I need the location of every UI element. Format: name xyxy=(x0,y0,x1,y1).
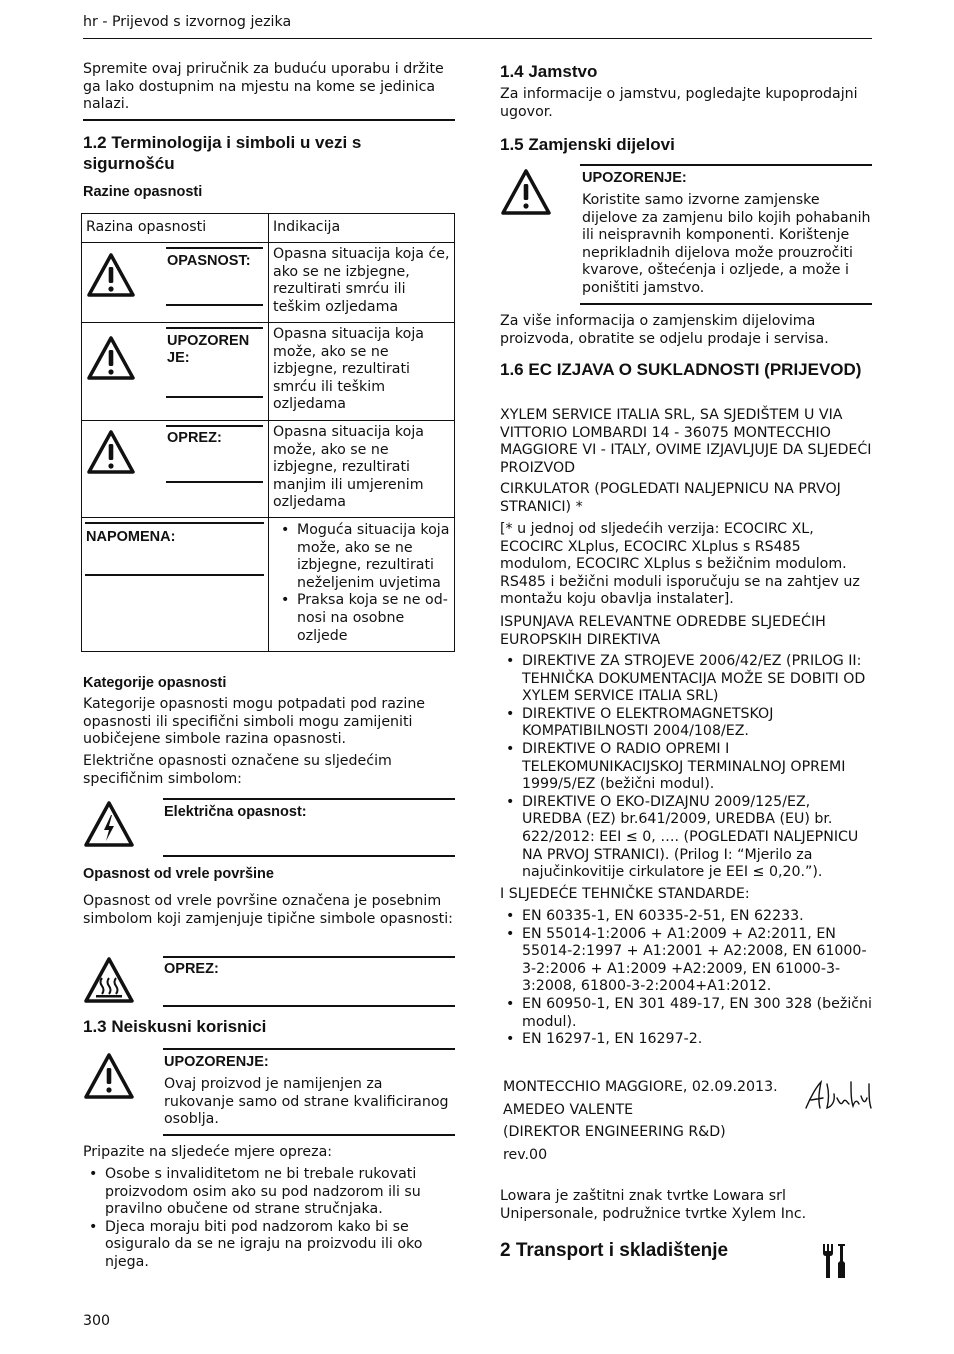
table-row xyxy=(82,243,455,323)
warranty-paragraph: Za informacije o jamstvu, pogledajte kupoprodajni ugovor. xyxy=(500,86,858,120)
warning-triangle-icon xyxy=(86,335,136,381)
list-item: • DIREKTIVE O RADIO OPREMI I TELEKOMUNIKACIJSKOJ TERMINALNOJ OPREMI 1999/5/EZ (bežični modul). xyxy=(522,741,872,794)
declaration-paragraph-3: [* u jednoj od sljedećih verzija: ECOCIRC XL, ECOCIRC XLplus, ECOCIRC XLplus s RS485 modulom, ECOCIRC XLplus s bežičnim modulom. RS485 i bežični moduli isporučuju se na zahtjev uz montažu koju obavlja instalater]. xyxy=(500,521,860,608)
section-1-4-title: 1.4 Jamstvo xyxy=(500,62,598,81)
section-rule xyxy=(83,119,455,121)
list-item: • EN 16297-1, EN 16297-2. xyxy=(522,1031,872,1049)
table-row xyxy=(82,421,455,518)
page-number: 300 xyxy=(83,1313,111,1329)
warning-triangle-icon xyxy=(83,1052,135,1100)
list-item: • DIREKTIVE O EKO-DIZAJNU 2009/125/EZ, UREDBA (EZ) br.641/2009, UREDBA (EU) br. 622/2012: EEI ≤ 0, …. (POGLEDATI NALJEPNICU NA PRVOJ STRANICI). (Prilog I: “Mjerilo za najučinkovitije cirkulatore je EEI ≤ 0,20.”). xyxy=(522,794,872,882)
signature-name: AMEDEO VALENTE xyxy=(503,1101,634,1118)
section-1-5-title: 1.5 Zamjenski dijelovi xyxy=(500,135,675,154)
hot-surface-icon xyxy=(83,956,135,1004)
table-header-level: Razina opasnosti xyxy=(82,214,269,243)
handwritten-signature xyxy=(803,1078,873,1112)
declaration-paragraph-2: CIRKULATOR (POGLEDATI NALJEPNICU NA PRVOJ STRANICI) * xyxy=(500,481,841,515)
table-header-indication: Indikacija xyxy=(269,214,455,243)
header-rule xyxy=(83,38,872,39)
spare-parts-paragraph: Za više informacija o zamjenskim dijelovima proizvoda, obratite se odjelu prodaje i servisa. xyxy=(500,313,829,347)
list-item: • DIREKTIVE O ELEKTROMAGNETSKOJ KOMPATIBILNOSTI 2004/108/EZ. xyxy=(522,706,872,741)
warning-triangle-icon xyxy=(500,168,552,216)
hazard-levels-table xyxy=(81,213,455,652)
standards-intro: I SLJEDEĆE TEHNIČKE STANDARDE: xyxy=(500,886,750,902)
signature-place-date: MONTECCHIO MAGGIORE, 02.09.2013. xyxy=(503,1079,778,1095)
signal-caution-hot: OPREZ: xyxy=(164,961,219,977)
indication-text: Opasna situacija koja će, ako se ne izbjegne, rezultirati smrću ili teškim ozljedama xyxy=(273,246,450,315)
warning-text: Koristite samo izvorne zamjenske dijelove za zamjenu bilo kojih pohabanih ili neispravnih komponenti. Korištenje neprikladnih dijelova može prouzročiti kvarove, oštećenja i ozljede, a može i poništiti jamstvo. xyxy=(582,192,871,296)
signal-word-warning: UPOZOREN JE: xyxy=(167,333,250,366)
declaration-paragraph-1: XYLEM SERVICE ITALIA SRL, SA SJEDIŠTEM U VIA VITTORIO LOMBARDI 14 - 36075 MONTECCHIO MAGGIORE VI - ITALY, OVIME IZJAVLJUJE DA SLJEDEĆI PROIZVOD xyxy=(500,407,872,476)
intro-paragraph: Spremite ovaj priručnik za buduću uporabu i držite ga lako dostupnim na mjestu na kome se jedinica nalazi. xyxy=(83,61,444,113)
electrical-paragraph: Električne opasnosti označene su sljedećim specifičnim simbolom: xyxy=(83,753,392,787)
table-row xyxy=(82,323,455,421)
revision: rev.00 xyxy=(503,1146,548,1163)
list-item: • EN 60335-1, EN 60335-2-51, EN 62233. xyxy=(522,908,872,926)
warning-text: Ovaj proizvod je namijenjen za rukovanje samo od strane kvalificiranog osoblja. xyxy=(164,1076,449,1128)
directives-list xyxy=(500,653,872,882)
signal-warning: UPOZORENJE: xyxy=(164,1054,269,1070)
signal-electrical: Električna opasnost: xyxy=(164,804,307,820)
signature-block xyxy=(503,1076,778,1166)
list-item: • DIREKTIVE ZA STROJEVE 2006/42/EZ (PRILOG II: TEHNIČKA DOKUMENTACIJA MOŽE SE DOBITI OD XYLEM SERVICE ITALIA SRL) xyxy=(522,653,872,706)
categories-paragraph: Kategorije opasnosti mogu potpadati pod razine opasnosti ili specifični simboli mogu zamijeniti uobičejene simbole razina opasnosti. xyxy=(83,696,426,748)
list-item: • EN 60950-1, EN 301 489-17, EN 300 328 (bežični modul). xyxy=(522,996,872,1031)
declaration-paragraph-4: ISPUNJAVA RELEVANTNE ODREDBE SLJEDEĆIH EUROPSKIH DIREKTIVA xyxy=(500,614,826,648)
hot-surface-paragraph: Opasnost od vrele površine označena je posebnim simbolom koji zamjenjuje tipične simbole opasnosti: xyxy=(83,893,453,927)
electrical-hazard-icon xyxy=(83,800,135,848)
list-item: • Djeca moraju biti pod nadzorom kako bi se osiguralo da se ne igraju na proizvodu ili oko njega. xyxy=(105,1219,455,1272)
section-1-3-title: 1.3 Neiskusni korisnici xyxy=(83,1017,267,1036)
hot-surface-subtitle: Opasnost od vrele površine xyxy=(83,866,274,882)
tools-icon xyxy=(819,1241,849,1281)
signal-warning: UPOZORENJE: xyxy=(582,170,687,186)
note-list xyxy=(283,522,450,645)
chapter-2-title: 2 Transport i skladištenje xyxy=(500,1240,729,1261)
signature-role: (DIREKTOR ENGINEERING R&D) xyxy=(503,1124,726,1140)
hazard-categories-subtitle: Kategorije opasnosti xyxy=(83,675,227,691)
list-item: • Praksa koja se ne od-nosi na osobne ozljede xyxy=(297,592,450,645)
list-item: • Osobe s invaliditetom ne bi trebale rukovati proizvodom osim ako su pod nadzorom ili su pravilno obučene od strane stručnjaka. xyxy=(105,1166,455,1219)
signal-word-caution: OPREZ: xyxy=(167,430,222,446)
running-header: hr - Prijevod s izvornog jezika xyxy=(83,14,292,30)
precautions-intro: Pripazite na sljedeće mjere opreza: xyxy=(83,1144,333,1160)
list-item: • Moguća situacija koja može, ako se ne izbjegne, rezultirati neželjenim uvjetima xyxy=(297,522,450,592)
indication-text: Opasna situacija koja može, ako se ne izbjegne, rezultirati smrću ili teškim ozljedama xyxy=(273,326,424,413)
warning-triangle-icon xyxy=(86,429,136,475)
list-item: • EN 55014-1:2006 + A1:2009 + A2:2011, EN 55014-2:1997 + A1:2001 + A2:2008, EN 61000-3-2:2006 + A1:2009 +A2:2009, EN 61000-3-3:2008, 61800-3-2:2004+A1:2012. xyxy=(522,926,872,996)
signal-word-danger: OPASNOST: xyxy=(167,253,251,269)
section-1-6-title: 1.6 EC IZJAVA O SUKLADNOSTI (PRIJEVOD) xyxy=(500,360,862,379)
section-1-2-title: 1.2 Terminologija i simboli u vezi s sigurnošću xyxy=(83,133,362,173)
indication-text: Opasna situacija koja može, ako se ne izbjegne, rezultirati manjim ili umjerenim ozljedama xyxy=(273,424,424,511)
standards-list xyxy=(500,908,872,1049)
table-row xyxy=(82,518,455,652)
warning-triangle-icon xyxy=(86,252,136,298)
trademark-paragraph: Lowara je zaštitni znak tvrtke Lowara srl Unipersonale, podružnice tvrtke Xylem Inc. xyxy=(500,1188,807,1222)
precautions-list xyxy=(83,1166,455,1272)
hazard-levels-subtitle: Razine opasnosti xyxy=(83,184,203,200)
signal-word-note: NAPOMENA: xyxy=(86,529,176,545)
